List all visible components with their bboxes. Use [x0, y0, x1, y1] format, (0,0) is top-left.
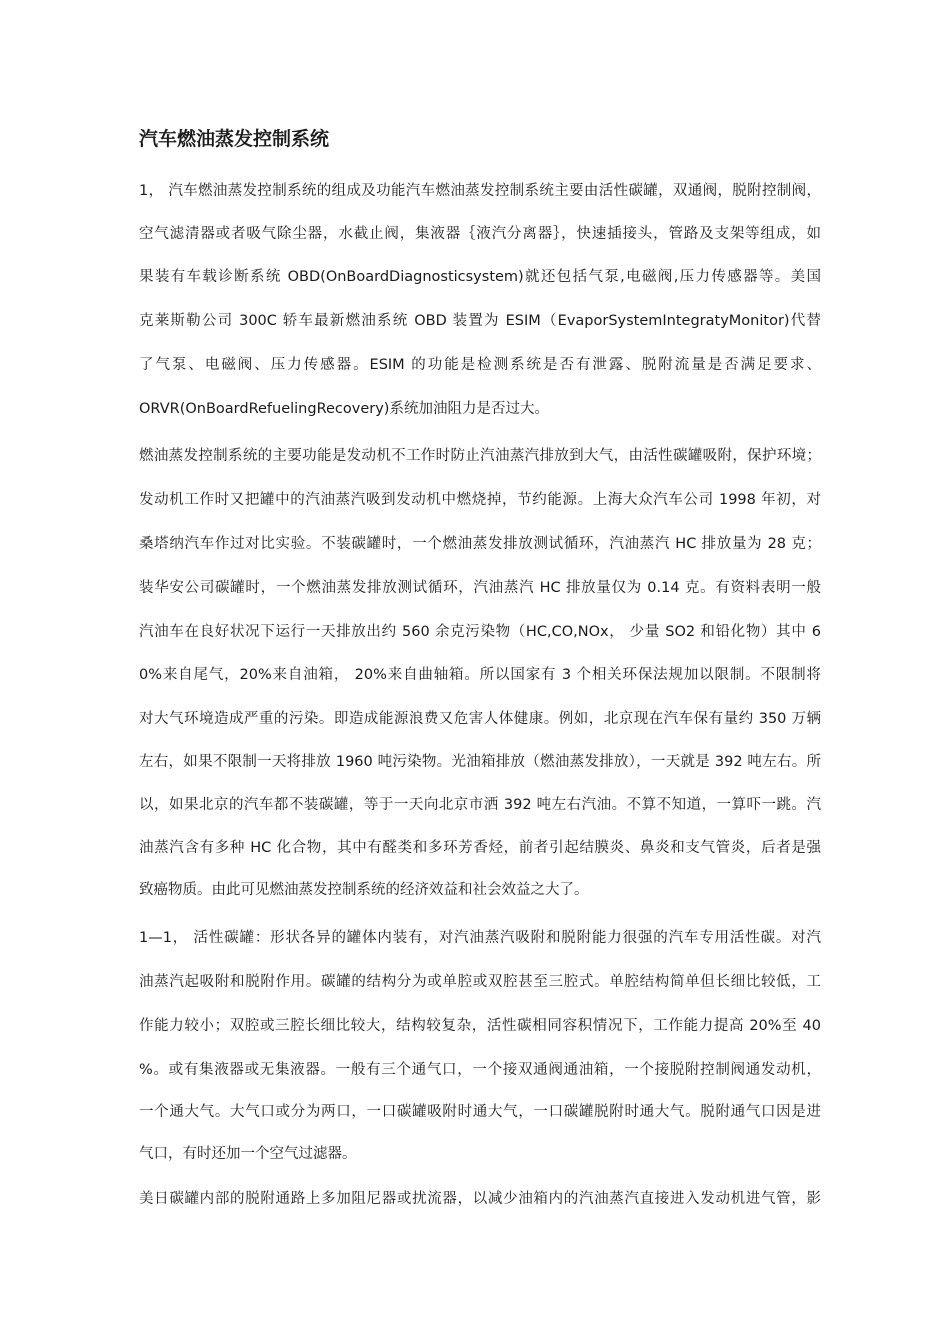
paragraph-line: 空气滤清器或者吸气除尘器，水截止阀，集液器｛液汽分离器｝，快速插接头，管路及支架等组成，如	[139, 226, 821, 242]
paragraph-line: 美日碳罐内部的脱附通路上多加阻尼器或扰流器，以减少油箱内的汽油蒸汽直接进入发动机进气管，影	[139, 1191, 821, 1207]
paragraph-line: %。或有集液器或无集液器。一般有三个通气口，一个接双通阀通油箱，一个接脱附控制阀通发动机，	[139, 1062, 821, 1078]
paragraph-line: 克莱斯勒公司 300C 轿车最新燃油系统 OBD 装置为 ESIM（EvaporSystemIntegratyMonitor)代替	[139, 313, 821, 329]
paragraph-line: 气口，有时还加一个空气过滤器。	[139, 1146, 357, 1162]
paragraph-line: 油蒸汽起吸附和脱附作用。碳罐的结构分为或单腔或双腔甚至三腔式。单腔结构简单但长细比较低，工	[139, 974, 821, 990]
paragraph-line: 发动机工作时又把罐中的汽油蒸汽吸到发动机中燃烧掉，节约能源。上海大众汽车公司 1998 年初，对	[139, 492, 821, 508]
paragraph-line: 燃油蒸发控制系统的主要功能是发动机不工作时防止汽油蒸汽排放到大气，由活性碳罐吸附，保护环境；	[139, 448, 821, 464]
paragraph-line: 桑塔纳汽车作过对比实验。不装碳罐时，一个燃油蒸发排放测试循环，汽油蒸汽 HC 排放量为 28 克；	[139, 536, 821, 552]
paragraph-line: 致癌物质。由此可见燃油蒸发控制系统的经济效益和社会效益之大了。	[139, 882, 589, 898]
document-title: 汽车燃油蒸发控制系统	[139, 128, 330, 150]
paragraph-line: 对大气环境造成严重的污染。即造成能源浪费又危害人体健康。例如，北京现在汽车保有量约 350 万辆	[139, 711, 821, 727]
paragraph-line: 汽油车在良好状况下运行一天排放出约 560 余克污染物（HC,CO,NOx， 少量 SO2 和铅化物）其中 6	[139, 624, 821, 640]
paragraph-line: 油蒸汽含有多种 HC 化合物，其中有醛类和多环芳香烃，前者引起结膜炎、鼻炎和支气管炎，后者是强	[139, 840, 821, 856]
paragraph-line: 1， 汽车燃油蒸发控制系统的组成及功能汽车燃油蒸发控制系统主要由活性碳罐，双通阀，脱附控制阀，	[139, 183, 821, 199]
paragraph-line: 了气泵、电磁阀、压力传感器。ESIM 的功能是检测系统是否有泄露、脱附流量是否满足要求、	[139, 357, 821, 373]
paragraph-line: 左右，如果不限制一天将排放 1960 吨污染物。光油箱排放（燃油蒸发排放），一天就是 392 吨左右。所	[139, 754, 821, 770]
paragraph-line: 装华安公司碳罐时，一个燃油蒸发排放测试循环，汽油蒸汽 HC 排放量仅为 0.14 克。有资料表明一般	[139, 580, 821, 596]
paragraph-line: 以，如果北京的汽车都不装碳罐，等于一天向北京市洒 392 吨左右汽油。不算不知道，一算吓一跳。汽	[139, 797, 821, 813]
paragraph-line: 1—1， 活性碳罐：形状各异的罐体内装有，对汽油蒸汽吸附和脱附能力很强的汽车专用活性碳。对汽	[139, 930, 821, 946]
paragraph-line: 0%来自尾气，20%来自油箱， 20%来自曲轴箱。所以国家有 3 个相关环保法规加以限制。不限制将	[139, 667, 821, 683]
paragraph-line: ORVR(OnBoardRefuelingRecovery)系统加油阻力是否过大。	[139, 401, 549, 417]
paragraph-line: 作能力较小；双腔或三腔长细比较大，结构较复杂，活性碳相同容积情况下，工作能力提高 20%至 40	[139, 1018, 821, 1034]
paragraph-line: 一个通大气。大气口或分为两口，一口碳罐吸附时通大气，一口碳罐脱附时通大气。脱附通气口因是进	[139, 1104, 821, 1120]
paragraph-line: 果装有车载诊断系统 OBD(OnBoardDiagnosticsystem)就还包括气泵,电磁阀,压力传感器等。美国	[139, 269, 821, 285]
